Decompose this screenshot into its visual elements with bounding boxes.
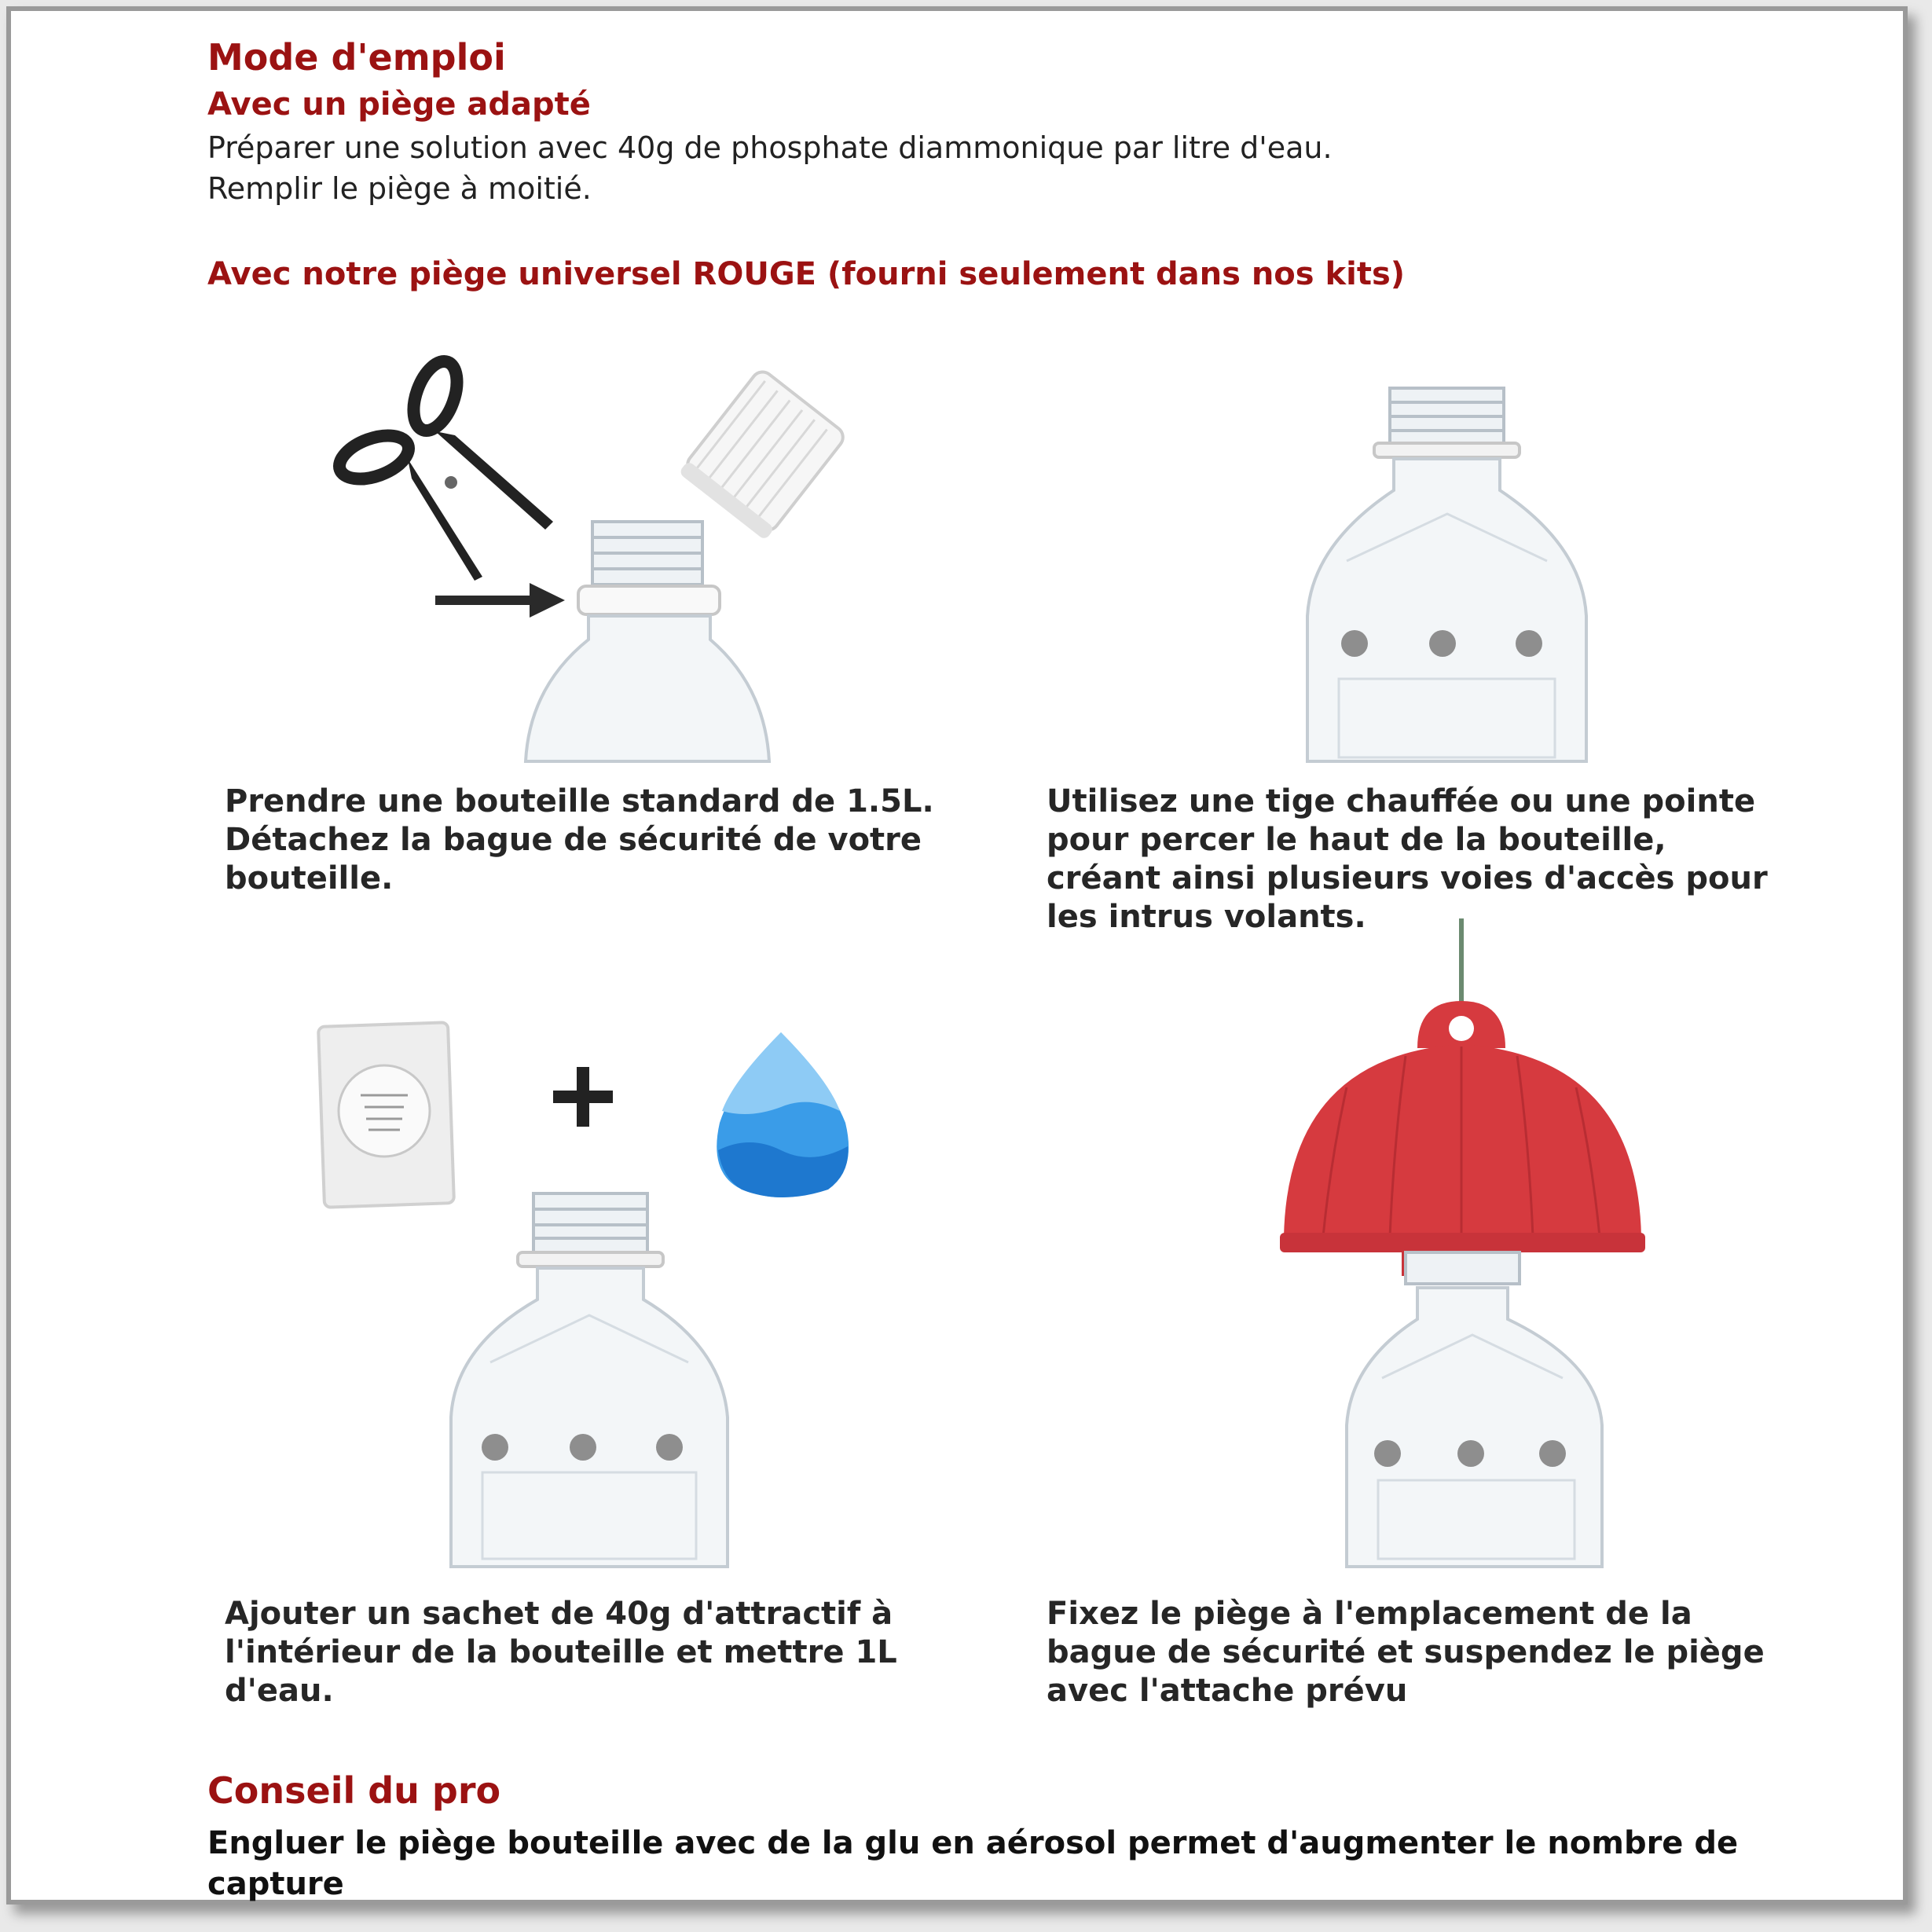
plastic-bottle-icon [451, 1193, 728, 1567]
plastic-bottle-icon [1307, 388, 1586, 761]
instruction-line-2: Remplir le piège à moitié. [207, 171, 592, 206]
water-drop-icon [717, 1032, 849, 1197]
pro-tip-title: Conseil du pro [207, 1769, 501, 1812]
red-trap-cap-icon [1280, 918, 1645, 1276]
arrow-right-icon [435, 583, 565, 618]
adapted-trap-heading: Avec un piège adapté [207, 86, 591, 123]
plastic-bottle-icon [1347, 1252, 1602, 1567]
attractant-sachet-icon [318, 1022, 454, 1208]
step-1-caption: Prendre une bouteille standard de 1.5L. Détachez la bague de sécurité de votre bouteille. [225, 783, 934, 896]
instruction-line-1: Préparer une solution avec 40g de phosphate diammonique par litre d'eau. [207, 130, 1333, 165]
step-3-caption: Ajouter un sachet de 40g d'attractif à l'intérieur de la bouteille et mettre 1L d'eau. [225, 1596, 897, 1709]
bottle-cap-icon [678, 368, 847, 541]
scissors-icon [334, 356, 466, 488]
plastic-bottle-icon [526, 522, 769, 761]
step-4-caption: Fixez le piège à l'emplacement de la bague de sécurité et suspendez le piège avec l'attache prévu [1047, 1596, 1765, 1709]
step-2-caption: Utilisez une tige chauffée ou une pointe pour percer le haut de la bouteille, créant ainsi plusieurs voies d'accès pour les intrus volants. [1047, 783, 1768, 935]
step4-illustration [11, 11, 12, 12]
instruction-sheet [6, 6, 1908, 1905]
universal-trap-heading: Avec notre piège universel ROUGE (fourni seulement dans nos kits) [207, 256, 1406, 292]
page-title: Mode d'emploi [207, 36, 506, 79]
plus-icon [553, 1067, 613, 1127]
pro-tip-text: Engluer le piège bouteille avec de la glu en aérosol permet d'augmenter le nombre de capture [207, 1825, 1739, 1902]
